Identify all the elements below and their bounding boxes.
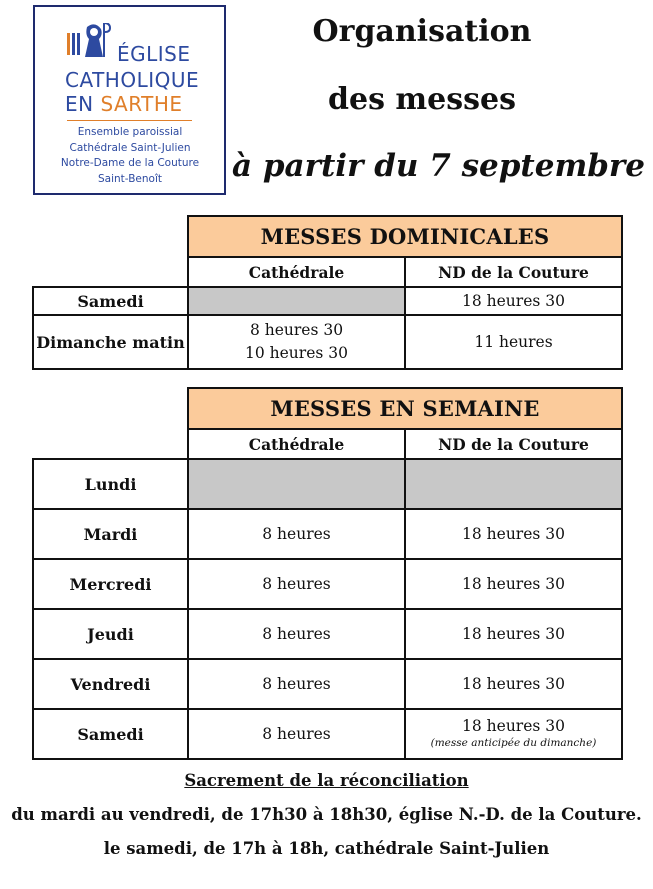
time-cell (405, 709, 622, 759)
time-cell: 18 heures 30 (405, 509, 622, 559)
logo-sarthe: SARTHE (100, 92, 183, 116)
row-header-mercredi: Mercredi (33, 559, 188, 609)
logo-subtitle (35, 125, 225, 187)
sunday-heading: MESSES DOMINICALES (188, 216, 622, 257)
time-cell: 11 heures (405, 315, 622, 369)
row-header-jeudi: Jeudi (33, 609, 188, 659)
logo-divider (67, 120, 192, 121)
logo-sub-line: Cathédrale Saint-Julien (69, 141, 191, 154)
time-cell: 8 heures (188, 509, 405, 559)
time-line: 10 heures 30 (245, 344, 348, 362)
time-cell: 18 heures 30 (405, 659, 622, 709)
empty-cell (188, 459, 405, 509)
table-corner (33, 257, 188, 287)
logo-line-en-sarthe (65, 93, 183, 115)
title-line-1: Organisation (312, 14, 532, 49)
row-header-vendredi: Vendredi (33, 659, 188, 709)
table-corner (33, 429, 188, 459)
diocese-logo (33, 5, 226, 195)
col-header-couture: ND de la Couture (405, 257, 622, 287)
logo-line-catholique: CATHOLIQUE (65, 68, 200, 92)
logo-sub-line: Notre-Dame de la Couture (60, 157, 200, 169)
row-header-samedi: Samedi (33, 709, 188, 759)
table-corner (33, 216, 188, 257)
weekday-masses-table (32, 387, 623, 760)
col-header-couture: ND de la Couture (405, 429, 622, 459)
reconciliation-line-2: le samedi, de 17h à 18h, cathédrale Saint-Julien (103, 839, 550, 858)
time-cell: 8 heures (188, 609, 405, 659)
logo-sub-line: Saint-Benoît (98, 172, 162, 185)
time-cell (188, 315, 405, 369)
time-line: 18 heures 30 (462, 717, 565, 735)
empty-cell (405, 459, 622, 509)
row-header-mardi: Mardi (33, 509, 188, 559)
row-header-dimanche: Dimanche matin (33, 315, 188, 369)
reconciliation-heading: Sacrement de la réconciliation (184, 771, 469, 790)
logo-sub-line: Ensemble paroissial (77, 126, 183, 138)
title-line-2: des messes (328, 82, 516, 117)
row-header-samedi: Samedi (33, 287, 188, 315)
logo-en: EN (65, 92, 101, 116)
empty-cell (188, 287, 405, 315)
weekday-heading: MESSES EN SEMAINE (188, 388, 622, 429)
reconciliation-line-1: du mardi au vendredi, de 17h30 à 18h30, église N.-D. de la Couture. (11, 805, 642, 824)
row-header-lundi: Lundi (33, 459, 188, 509)
logo-line-eglise: ÉGLISE (117, 42, 191, 66)
title-line-3: à partir du 7 septembre (232, 148, 645, 184)
col-header-cathedrale: Cathédrale (188, 429, 405, 459)
time-cell: 8 heures (188, 659, 405, 709)
time-cell: 18 heures 30 (405, 609, 622, 659)
time-cell: 18 heures 30 (405, 287, 622, 315)
time-cell: 8 heures (188, 559, 405, 609)
col-header-cathedrale: Cathédrale (188, 257, 405, 287)
time-cell: 8 heures (188, 709, 405, 759)
table-corner (33, 388, 188, 429)
time-line: 8 heures 30 (249, 321, 344, 339)
church-emblem-icon (67, 23, 113, 71)
sunday-masses-table (32, 215, 623, 370)
time-cell: 18 heures 30 (405, 559, 622, 609)
anticipated-mass-note: (messe anticipée du dimanche) (430, 737, 597, 749)
